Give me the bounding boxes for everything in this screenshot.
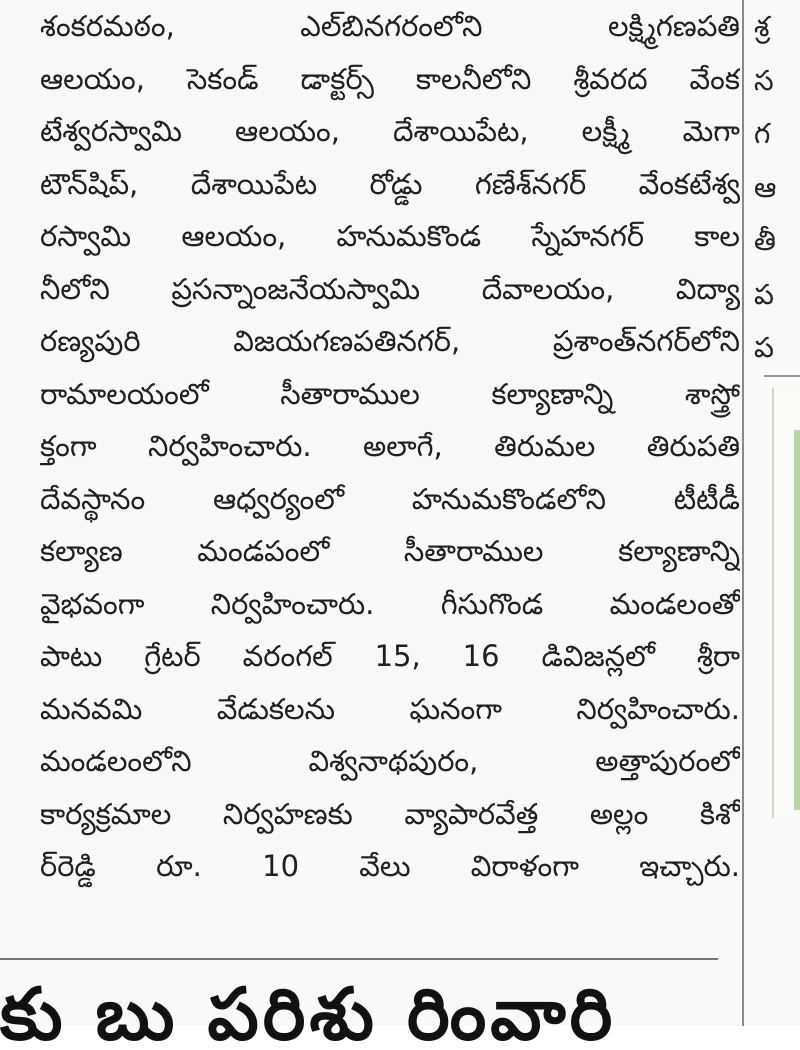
article-line: టౌన్‌షిప్, దేశాయిపేట రోడ్డు గణేశ్‌నగర్ వేంకటేశ్వ: [40, 166, 740, 201]
adjacent-column-fragment: గ: [754, 117, 771, 150]
adjacent-column-fragment: తీ: [754, 224, 776, 257]
adjacent-column-fragment: ఆ: [754, 170, 777, 204]
article-line: రస్వామి ఆలయం, హనుమకొండ స్నేహనగర్ కాల: [40, 219, 740, 253]
article-body: [40, 0, 740, 893]
adjacent-column-fragment: ప: [754, 277, 774, 311]
article-line: క్తంగా నిర్వహించారు. అలాగే, తిరుమల తిరుపతి: [40, 429, 740, 463]
adjacent-column: [754, 0, 800, 375]
adjacent-column-fragment: ప: [754, 331, 774, 364]
article-line: నీలోని ప్రసన్నాంజనేయస్వామి దేవాలయం, విద్యా: [40, 271, 740, 306]
article-line: శంకరమఠం, ఎల్‌బినగరంలోని లక్ష్మిగణపతి: [40, 9, 740, 43]
article-line: రణ్యపురి విజయగణపతినగర్, ప్రశాంత్‌నగర్‌లోని: [40, 324, 740, 358]
article-line: కల్యాణ మండపంలో సీతారాముల కల్యాణాన్ని: [40, 534, 740, 568]
adjacent-column-fragment: శ్ర: [754, 10, 770, 43]
adjacent-column-rule: [764, 375, 800, 377]
article-line: కార్యక్రమాల నిర్వహణకు వ్యాపారవేత్త అల్లం కిశో: [40, 796, 740, 831]
article-line: ఆలయం, సెకండ్ డాక్టర్స్ కాలనీలోని శ్రీవరద వేంక: [40, 61, 740, 96]
article-line: రామాలయంలో సీతారాముల కల్యాణాన్ని శాస్త్రో: [40, 376, 740, 411]
column-divider: [742, 0, 744, 1026]
article-line: మండలంలోని విశ్వనాథపురం, అత్తాపురంలో: [40, 744, 740, 778]
article-line: పాటు గ్రేటర్ వరంగల్ 15, 16 డివిజన్లలో శ్రీరా: [40, 639, 740, 673]
advertisement-color-strip: [794, 430, 800, 810]
section-divider: [0, 958, 718, 960]
article-line: దేవస్థానం ఆధ్వర్యంలో హనుమకొండలోని టీటీడీ: [40, 481, 740, 516]
next-article-headline: కు బు పరిశు రింవారి: [0, 978, 617, 1050]
adjacent-column-fragment: స: [754, 63, 774, 97]
article-line: టేశ్వరస్వామి ఆలయం, దేశాయిపేట, లక్ష్మీ మెగా: [40, 114, 740, 148]
article-line: వైభవంగా నిర్వహించారు. గీసుగొండ మండలంతో: [40, 586, 740, 621]
article-line: ర్‌రెడ్డి రూ. 10 వేలు విరాళంగా ఇచ్చారు.: [40, 849, 740, 883]
article-line: మనవమి వేడుకలను ఘనంగా నిర్వహించారు.: [40, 691, 740, 726]
